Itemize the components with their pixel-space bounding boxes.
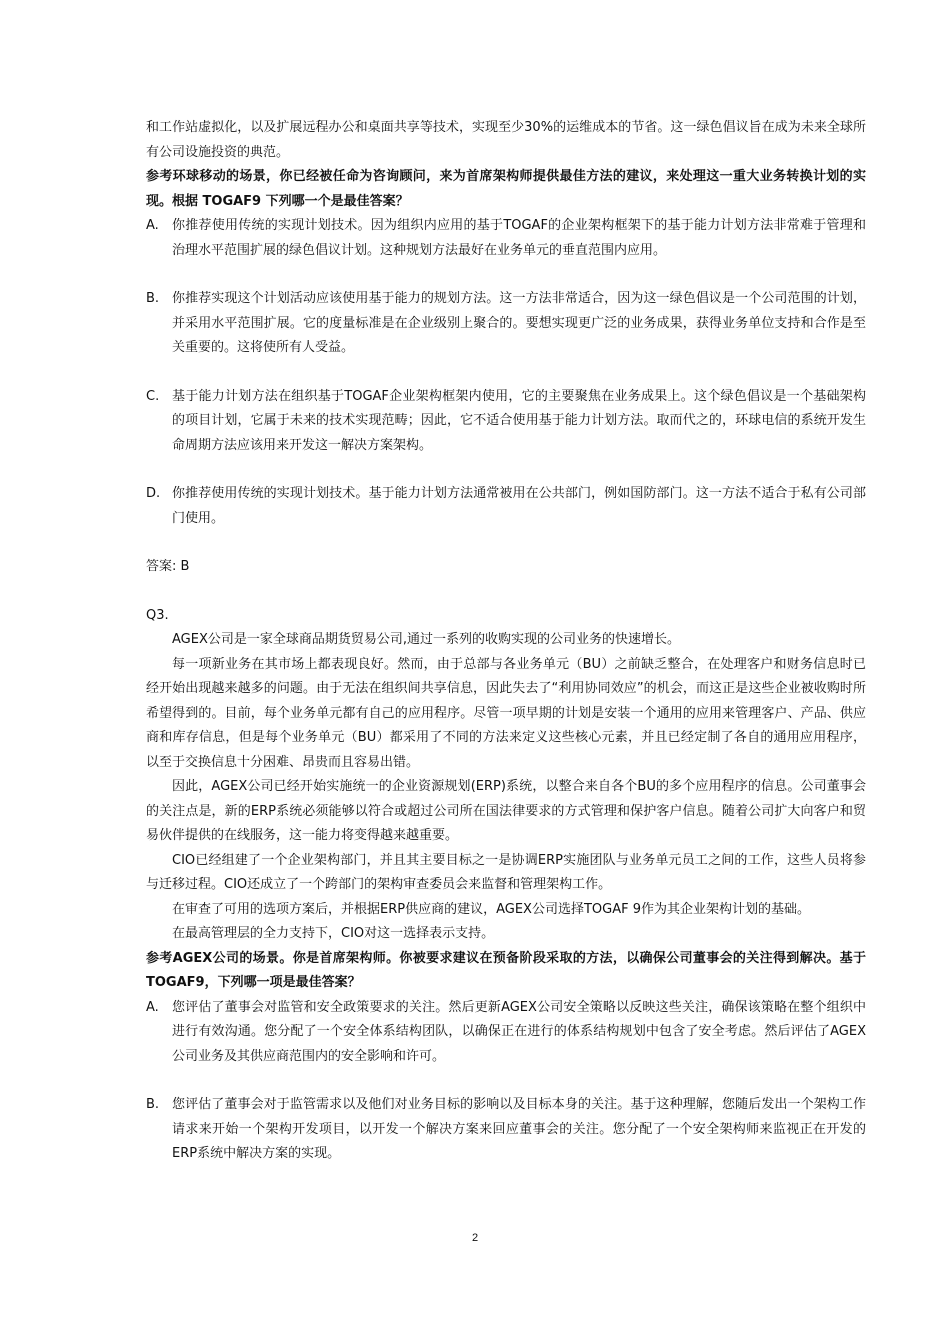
q3-paragraph: AGEX公司是一家全球商品期货贸易公司,通过一系列的收购实现的公司业务的快速增长。 <box>172 632 680 647</box>
q3-option-b <box>146 1093 866 1167</box>
q2-option-d <box>146 482 866 531</box>
q3-paragraph: 在最高管理层的全力支持下，CIO对这一选择表示支持。 <box>172 926 495 941</box>
q3-paragraph: 每一项新业务在其市场上都表现良好。然而，由于总部与各业务单元（BU）之前缺乏整合，在处理客户和财务信息时已经开始出现越来越多的问题。由于无法在组织间共享信息，因此失去了“利用协同效应”的机会，而这正是这些企业被收购时所希望得到的。目前，每个业务单元都有自己的应用程序。尽管一项早期的计划是安装一个通用的应用来管理客户、产品、供应商和库存信息，但是每个业务单元（BU）都采用了不同的方法来定义这些核心元素，并且已经定制了各自的通用应用程序，以至于交换信息十分困难、昂贵而且容易出错。 <box>146 656 866 770</box>
option-letter: D. <box>146 486 161 501</box>
page-number: 2 <box>471 1232 479 1244</box>
option-text: 您评估了董事会对于监管需求以及他们对业务目标的影响以及目标本身的关注。基于这种理解，您随后发出一个架构工作请求来开始一个架构开发项目，以开发一个解决方案来回应董事会的关注。您分配了一个安全架构师来监视正在开发的ERP系统中解决方案的实现。 <box>172 1097 866 1161</box>
option-letter: B. <box>146 291 160 306</box>
q3-option-a <box>146 996 866 1070</box>
option-text: 您评估了董事会对监管和安全政策要求的关注。然后更新AGEX公司安全策略以反映这些关注，确保该策略在整个组织中进行有效沟通。您分配了一个安全体系结构团队，以确保正在进行的体系结构规划中包含了安全考虑。然后评估了AGEX公司业务及其供应商范围内的安全影响和许可。 <box>172 999 866 1064</box>
option-text: 你推荐使用传统的实现计划技术。因为组织内应用的基于TOGAF的企业架构框架下的基于能力计划方法非常难于管理和治理水平范围扩展的绿色倡议计划。这种规划方法最好在业务单元的垂直范围内应用。 <box>172 218 866 258</box>
q2-option-b <box>146 287 866 361</box>
option-letter: A. <box>146 218 159 233</box>
option-text: 基于能力计划方法在组织基于TOGAF企业架构框架内使用，它的主要聚焦在业务成果上。这个绿色倡议是一个基础架构的项目计划，它属于未来的技术实现范畴；因此，它不适合使用基于能力计划方法。取而代之的，环球电信的系统开发生命周期方法应该用来开发这一解决方案架构。 <box>172 388 866 453</box>
q2-option-c <box>146 385 866 459</box>
option-text: 你推荐实现这个计划活动应该使用基于能力的规划方法。这一方法非常适合，因为这一绿色倡议是一个公司范围的计划，并采用水平范围扩展。它的度量标准是在企业级别上聚合的。要想实现更广泛的业务成果，获得业务单位支持和合作是至关重要的。这将使所有人受益。 <box>172 291 866 355</box>
q3-paragraph: 在审查了可用的选项方案后，并根据ERP供应商的建议，AGEX公司选择TOGAF 9作为其企业架构计划的基础。 <box>172 901 810 917</box>
option-letter: C. <box>146 388 160 404</box>
page-content <box>146 116 866 1167</box>
q3-paragraph: 因此，AGEX公司已经开始实施统一的企业资源规划(ERP)系统，以整合来自各个BU的多个应用程序的信息。公司董事会的关注点是，新的ERP系统必须能够以符合或超过公司所在国法律要求的方式管理和保护客户信息。随着公司扩大向客户和贸易伙伴提供的在线服务，这一能力将变得越来越重要。 <box>146 779 866 843</box>
option-letter: B. <box>146 1097 160 1112</box>
answer-line: 答案: B <box>146 559 190 574</box>
option-letter: A. <box>146 999 159 1015</box>
question-q2: 参考环球移动的场景，你已经被任命为咨询顾问，来为首席架构师提供最佳方法的建议，来处理这一重大业务转换计划的实现。根据 TOGAF9 下列哪一个是最佳答案？ <box>146 169 866 209</box>
q2-option-a <box>146 214 866 263</box>
question-q3: 参考AGEX公司的场景。你是首席架构师。你被要求建议在预备阶段采取的方法，以确保公司董事会的关注得到解决。基于TOGAF9，下列哪一项是最佳答案？ <box>146 950 866 990</box>
option-text: 你推荐使用传统的实现计划技术。基于能力计划方法通常被用在公共部门，例如国防部门。这一方法不适合于私有公司部门使用。 <box>172 486 866 526</box>
q3-paragraph: CIO已经组建了一个企业架构部门，并且其主要目标之一是协调ERP实施团队与业务单元员工之间的工作，这些人员将参与迁移过程。CIO还成立了一个跨部门的架构审查委员会来监督和管理架构工作。 <box>146 852 866 892</box>
intro-paragraph: 和工作站虚拟化，以及扩展远程办公和桌面共享等技术，实现至少30%的运维成本的节省。这一绿色倡议旨在成为未来全球所有公司设施投资的典范。 <box>146 120 866 160</box>
q3-label: Q3. <box>146 607 169 623</box>
